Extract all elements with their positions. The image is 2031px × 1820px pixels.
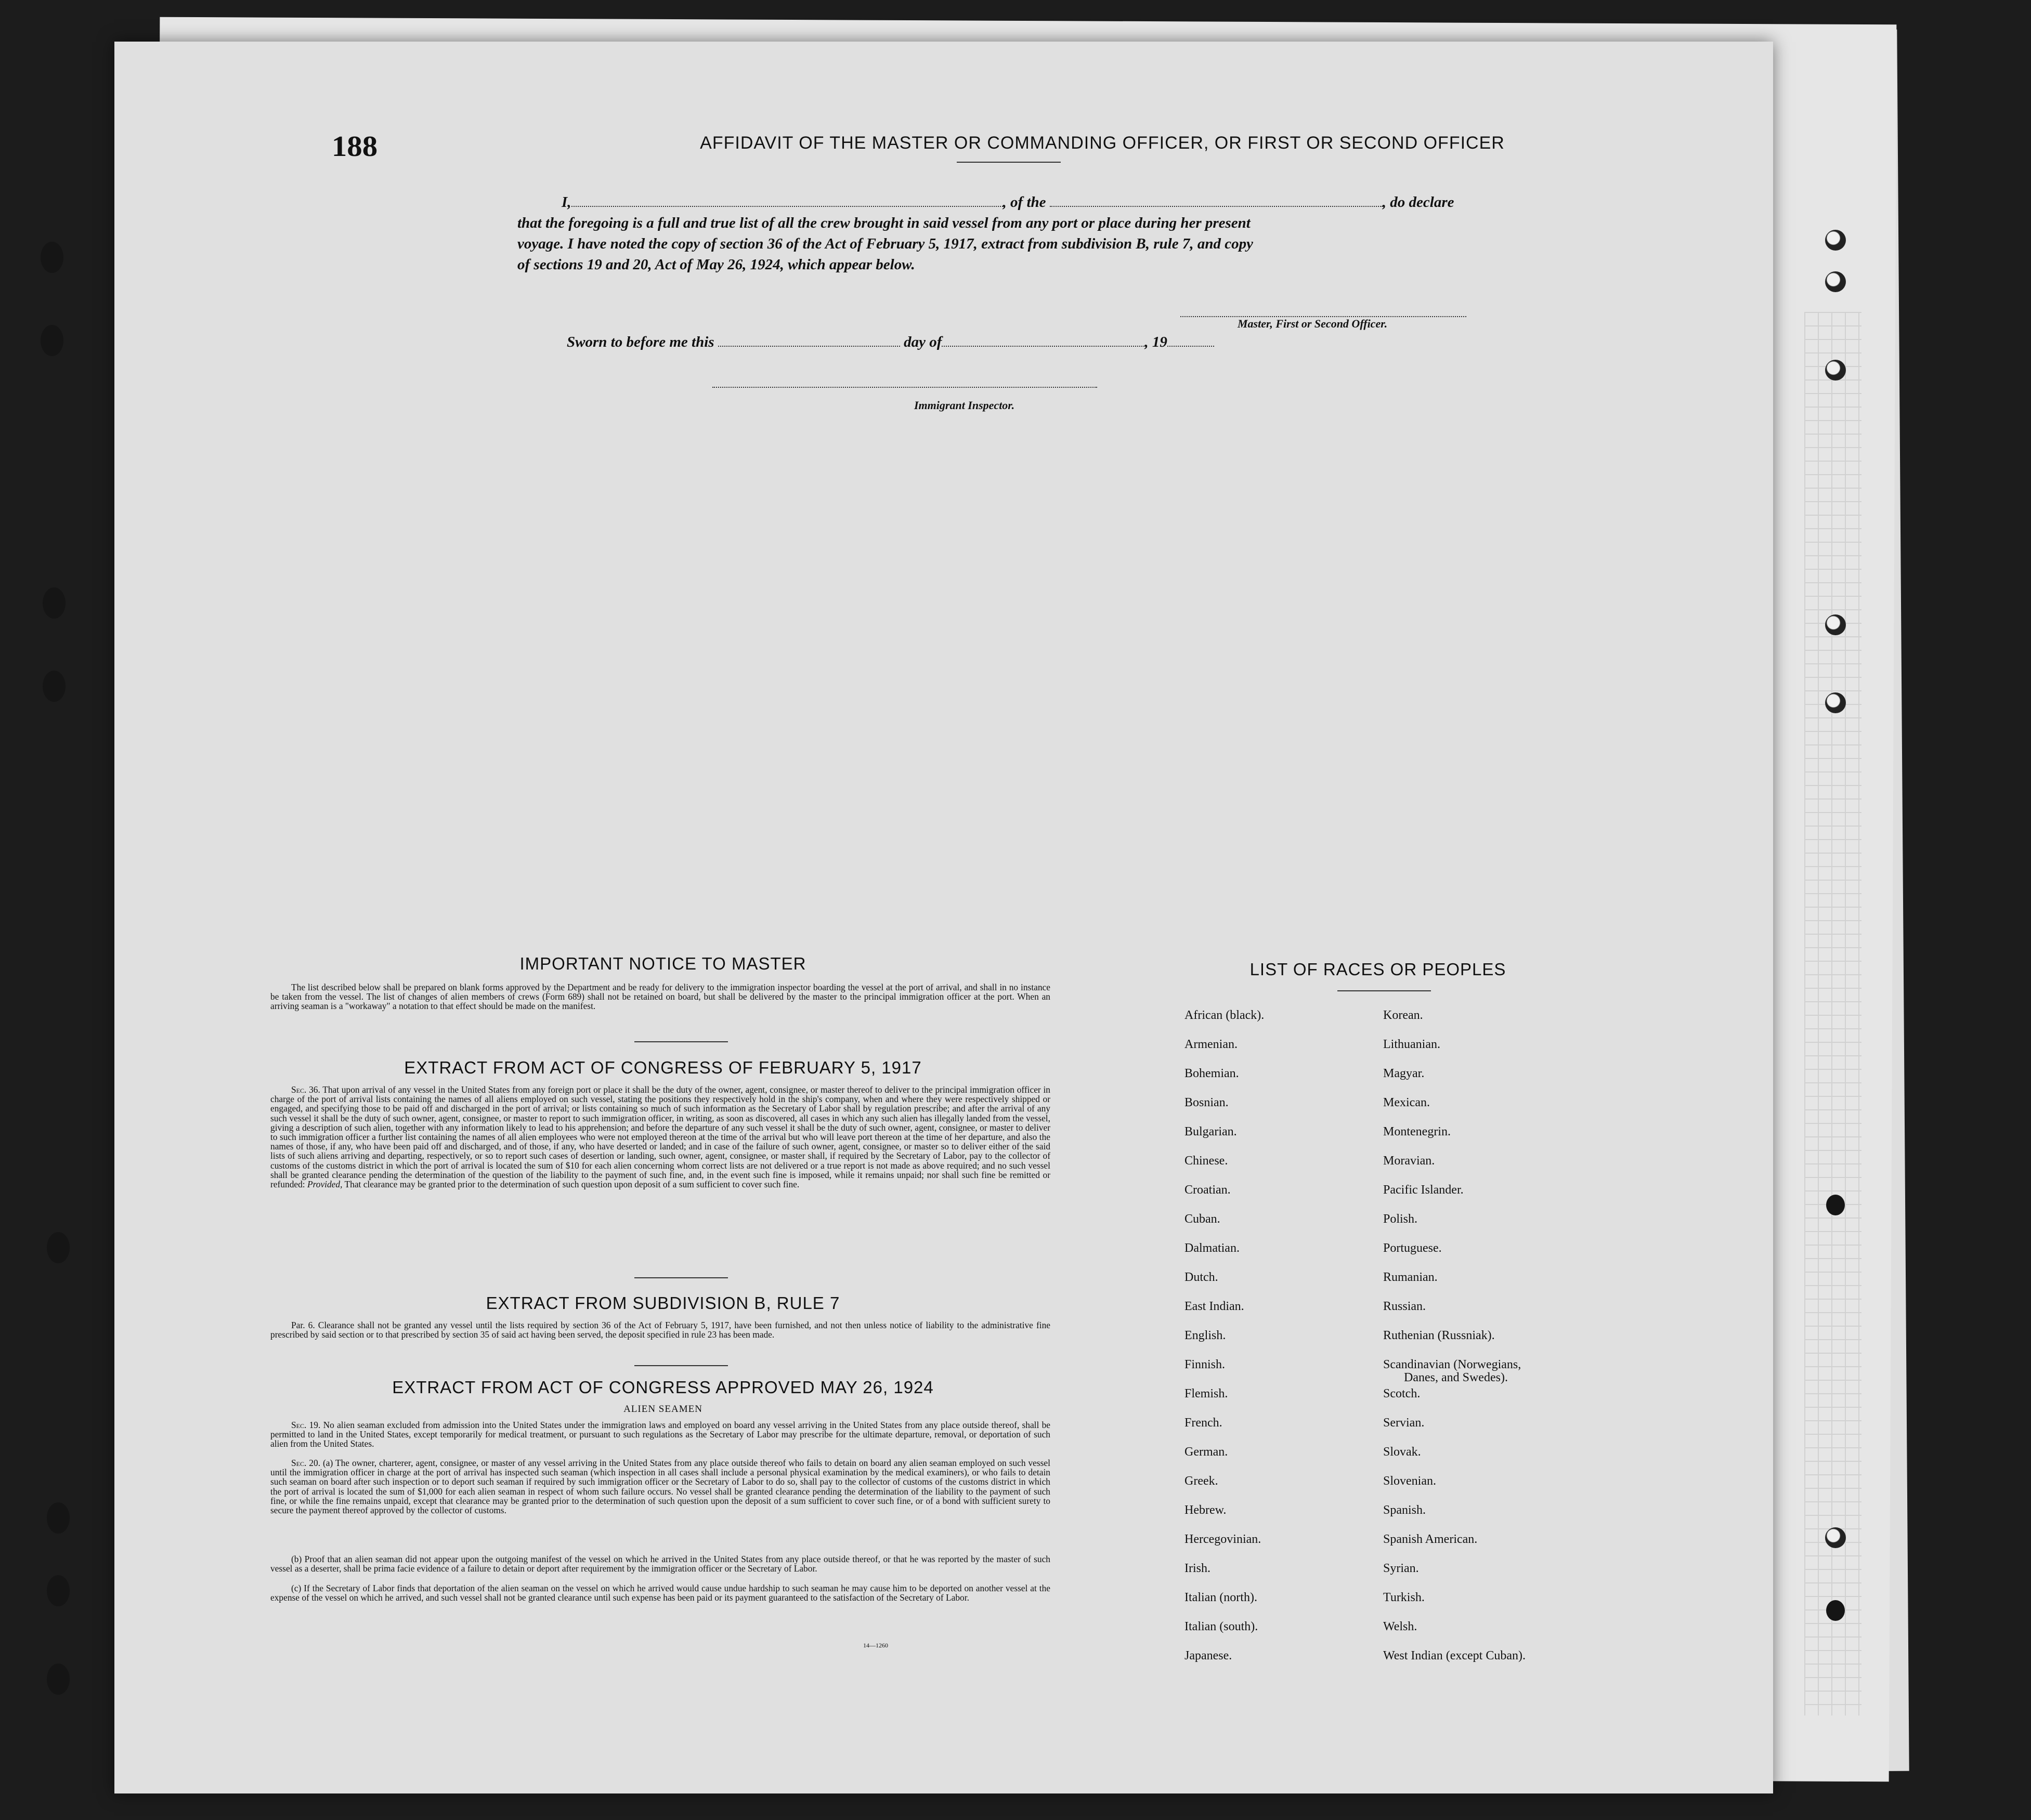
affidavit-line-3: voyage. I have noted the copy of section 36 of the Act of February 5, 1917, extract from subdivision B, rule 7, and copy — [517, 235, 1253, 252]
divider — [1337, 990, 1431, 991]
race-item: West Indian (except Cuban). — [1383, 1649, 1526, 1662]
race-item: Greek. — [1184, 1474, 1218, 1488]
grid-paper-edge — [1804, 312, 1861, 1716]
race-item: Rumanian. — [1383, 1271, 1438, 1284]
race-item: Moravian. — [1383, 1154, 1435, 1168]
race-item: Servian. — [1383, 1416, 1425, 1430]
race-item: Slovak. — [1383, 1445, 1421, 1459]
race-item: Ruthenian (Russniak). — [1383, 1329, 1495, 1342]
binder-hole-icon — [43, 587, 66, 619]
race-right-continuation: Danes, and Swedes). — [1404, 1371, 1508, 1384]
race-item: Slovenian. — [1383, 1474, 1436, 1488]
race-item: French. — [1184, 1416, 1222, 1430]
race-item: Japanese. — [1184, 1649, 1232, 1662]
inspector-signature-line — [712, 387, 1097, 388]
sworn-line: Sworn to before me this day of , 19 — [567, 334, 1214, 351]
rule7-text: Par. 6. Clearance shall not be granted any vessel until the lists required by section 36 of the Act of February 5, 1917, have been furnished, and not then unless notice of liability to the administrative fine prescribed by said section or to that prescribed by section 35 of said act having been served, the deposit specified in rule 23 has been made. — [270, 1320, 1050, 1340]
race-item: Scotch. — [1383, 1387, 1421, 1400]
sec20b-text: (b) Proof that an alien seaman did not appear upon the outgoing manifest of the vessel on which he arrived in the United States from any place outside thereof, or that he was reported by the master of such vessel as a deserter, shall be prima facie evidence of a failure to detain or deport after requirement by the immigration officer or the Secretary of Labor. — [270, 1554, 1050, 1574]
punch-hole-icon — [1826, 1600, 1845, 1621]
race-item: Hercegovinian. — [1184, 1533, 1261, 1546]
race-item: Armenian. — [1184, 1038, 1238, 1051]
races-title: LIST OF RACES OR PEOPLES — [1249, 960, 1506, 979]
race-item: Lithuanian. — [1383, 1038, 1440, 1051]
binder-hole-icon — [43, 671, 66, 702]
sec20a-text: Sec. 20. (a) The owner, charterer, agent, consignee, or master of any vessel arriving in the United States from any place outside thereof who fails to detain on board any alien seaman employed on such vessel until the immigration officer in charge at the port of arrival has inspected such seaman (which inspection in all cases shall include a personal physical examination by the medical examiners), or who fails to detain such seaman on board after such inspection or to deport such seaman if required by such immigration officer or the Secretary of Labor to do so, shall pay to the collector of customs of the customs district in which the port of arrival is located the sum of $1,000 for each alien seaman in respect of whom such failure occurs. No vessel shall be granted clearance pending the determination of the liability to the payment of such fine, or while the fine remains unpaid, except that clearance may be granted prior to the determination of such question upon the deposit of a sum sufficient to cover such fine, or of a bond with sufficient surety to secure the payment thereof approved by the collector of customs. — [270, 1458, 1050, 1516]
divider — [957, 162, 1061, 163]
grommet-icon — [1825, 360, 1846, 381]
race-item: Italian (north). — [1184, 1591, 1257, 1604]
divider — [634, 1041, 728, 1042]
grommet-icon — [1825, 1527, 1846, 1548]
document-page — [114, 42, 1773, 1793]
race-item: Bosnian. — [1184, 1096, 1229, 1109]
race-item: Polish. — [1383, 1212, 1418, 1226]
binder-hole-icon — [47, 1575, 70, 1606]
race-item: Welsh. — [1383, 1620, 1417, 1633]
race-item: Magyar. — [1383, 1067, 1425, 1080]
race-item: Montenegrin. — [1383, 1125, 1451, 1138]
affidavit-line-1: I, , of the , do declare — [562, 194, 1454, 211]
race-item: East Indian. — [1184, 1300, 1244, 1313]
master-signature-label: Master, First or Second Officer. — [1238, 317, 1388, 330]
affidavit-line-2: that the foregoing is a full and true list of all the crew brought in said vessel from any port or place during her present — [517, 215, 1251, 231]
race-item: Portuguese. — [1383, 1241, 1442, 1255]
race-item: Chinese. — [1184, 1154, 1228, 1168]
race-item: African (black). — [1184, 1009, 1265, 1022]
race-item: English. — [1184, 1329, 1226, 1342]
race-item: Dutch. — [1184, 1271, 1218, 1284]
race-item: Scandinavian (Norwegians, — [1383, 1358, 1521, 1371]
binder-hole-icon — [47, 1502, 70, 1534]
punch-hole-icon — [1826, 1195, 1845, 1215]
extract-1917-text: Sec. 36. That upon arrival of any vessel in the United States from any foreign port or place it shall be the duty of the owner, agent, consignee, or master thereof to deliver to the principal immigration officer in charge of the port of arrival lists containing the names of all aliens employed on such vessel, stating the positions they respectively hold in the ship's company, when and where they were respectively shipped or engaged, and specifying those to be paid off and discharged in the port of arrival; or lists containing so much of such information as the Secretary of Labor shall by regulation prescribe; and after the arrival of any such vessel it shall be the duty of such owner, agent, consignee, or master to report to such immigration officer, in writing, as soon as discovered, all cases in which any such alien has illegally landed from the vessel, giving a description of such alien, together with any information likely to lead to his apprehension; and before the departure of any such vessel it shall be the duty of such owner, agent, consignee, or master to deliver to such immigration officer a further list containing the names of all alien employees who were not employed thereon at the time of the arrival but who will leave port thereon at the time of her departure, and also the names of those, if any, who have been paid off and discharged, and of those, if any, who have deserted or landed; and in case of the failure of such owner, agent, consignee, or master so to deliver either of the said lists of such aliens arriving and departing, respectively, or so to report such cases of desertion or landing, such owner, agent, consignee, or master shall, if required by the Secretary of Labor, pay to the collector of customs of the customs district in which the port of arrival is located the sum of $10 for each alien concerning whom correct lists are not delivered or a true report is not made as above required; and no such vessel shall be granted clearance pending the determination of the question of the liability to the payment of such fine, and, in the event such fine is imposed, while it remains unpaid; nor shall such fine be remitted or refunded: Provided, That clearance may be granted prior to the determination of such question upon deposit of a sum sufficient to cover such fine. — [270, 1084, 1050, 1190]
race-item: Dalmatian. — [1184, 1241, 1240, 1255]
race-item: Bulgarian. — [1184, 1125, 1237, 1138]
grommet-icon — [1825, 692, 1846, 713]
rule7-title: EXTRACT FROM SUBDIVISION B, RULE 7 — [486, 1293, 840, 1313]
race-item: Croatian. — [1184, 1183, 1231, 1197]
page-number: 188 — [331, 130, 378, 163]
race-item: Finnish. — [1184, 1358, 1226, 1371]
race-item: Italian (south). — [1184, 1620, 1258, 1633]
binder-hole-icon — [41, 242, 63, 273]
race-item: Bohemian. — [1184, 1067, 1239, 1080]
race-item: Mexican. — [1383, 1096, 1430, 1109]
notice-text: The list described below shall be prepared on blank forms approved by the Department and be ready for delivery to the immigration inspector boarding the vessel at the port of arrival, and shall in no instance be taken from the vessel. The list of changes of alien members of crews (Form 689) shall not be retained on board, but shall be delivered by the master to the principal immigration officer at the port. When an arriving seaman is a "workaway" a notation to that effect should be made on the manifest. — [270, 982, 1050, 1012]
binder-hole-icon — [47, 1664, 70, 1695]
race-item: Syrian. — [1383, 1562, 1419, 1575]
binder-hole-icon — [47, 1232, 70, 1263]
divider — [634, 1365, 728, 1366]
binder-hole-icon — [41, 325, 63, 356]
divider — [634, 1277, 728, 1278]
race-item: Pacific Islander. — [1383, 1183, 1464, 1197]
race-item: Spanish. — [1383, 1503, 1426, 1517]
race-item: Irish. — [1184, 1562, 1210, 1575]
notice-title: IMPORTANT NOTICE TO MASTER — [519, 954, 806, 973]
inspector-signature-label: Immigrant Inspector. — [914, 399, 1015, 412]
form-number: 14—1260 — [863, 1642, 888, 1649]
extract-1917-title: EXTRACT FROM ACT OF CONGRESS OF FEBRUARY 5, 1917 — [404, 1058, 922, 1077]
race-item: Hebrew. — [1184, 1503, 1227, 1517]
race-item: German. — [1184, 1445, 1228, 1459]
race-item: Russian. — [1383, 1300, 1426, 1313]
sec20c-text: (c) If the Secretary of Labor finds that deportation of the alien seaman on the vessel on which he arrived would cause undue hardship to such seaman he may cause him to be deported on another vessel at the expense of the vessel on which he arrived, and such vessel shall not be granted clearance until such expense has been paid or its payment guaranteed to the satisfaction of the Secretary of Labor. — [270, 1583, 1050, 1603]
race-item: Korean. — [1383, 1009, 1423, 1022]
grommet-icon — [1825, 271, 1846, 292]
grommet-icon — [1825, 230, 1846, 251]
race-item: Flemish. — [1184, 1387, 1228, 1400]
race-item: Cuban. — [1184, 1212, 1220, 1226]
affidavit-line-4: of sections 19 and 20, Act of May 26, 1924, which appear below. — [517, 256, 915, 273]
grommet-icon — [1825, 614, 1846, 635]
affidavit-title: AFFIDAVIT OF THE MASTER OR COMMANDING OFFICER, OR FIRST OR SECOND OFFICER — [700, 133, 1505, 153]
alien-seamen-subtitle: ALIEN SEAMEN — [623, 1404, 702, 1415]
sec19-text: Sec. 19. No alien seaman excluded from admission into the United States under the immigration laws and employed on board any vessel arriving in the United States from any place outside thereof, shall be permitted to land in the United States, except temporarily for medical treatment, or pursuant to such regulations as the Secretary of Labor may prescribe for the ultimate departure, removal, or deportation of such alien from the United States. — [270, 1420, 1050, 1449]
race-item: Turkish. — [1383, 1591, 1425, 1604]
race-item: Spanish American. — [1383, 1533, 1478, 1546]
extract-1924-title: EXTRACT FROM ACT OF CONGRESS APPROVED MAY 26, 1924 — [392, 1378, 934, 1397]
